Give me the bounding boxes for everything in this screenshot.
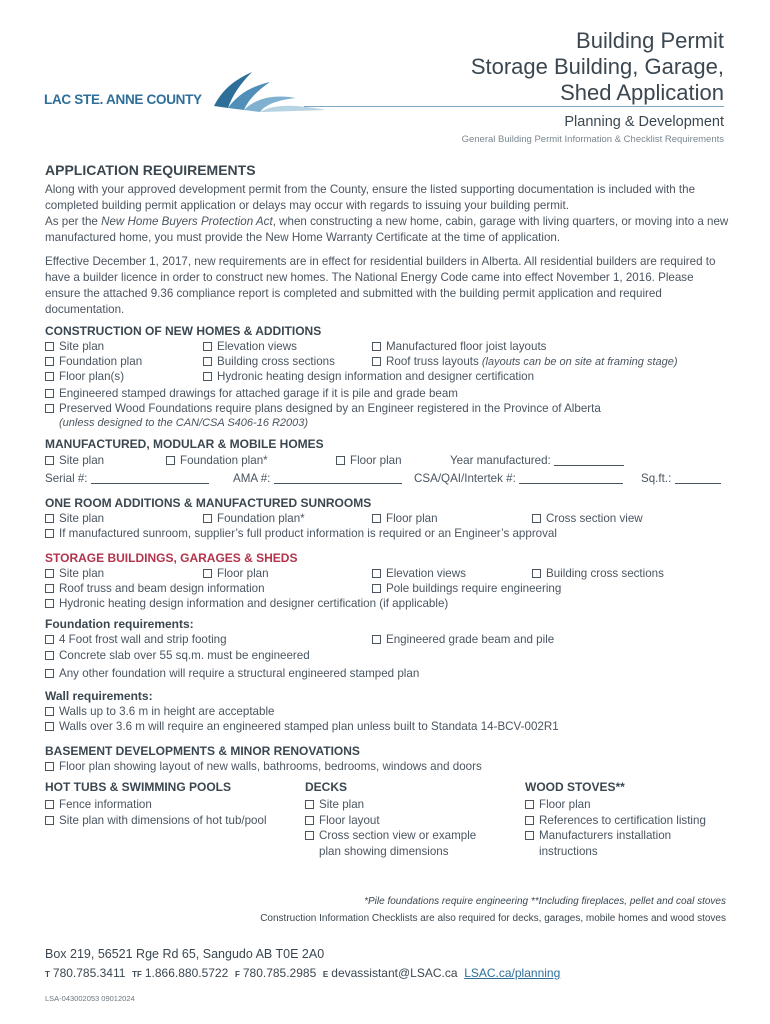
header-divider [304, 106, 724, 107]
checklist-row [45, 369, 730, 384]
checkbox-icon[interactable] [45, 389, 54, 398]
logo-text: LAC STE. ANNE COUNTY [44, 92, 202, 107]
checklist-row [45, 632, 730, 647]
footnote-line-1: *Pile foundations require engineering **Including fireplaces, pellet and coal stoves [364, 896, 726, 907]
roof-truss-checkbox[interactable]: Roof truss layouts (layouts can be on site at framing stage) [372, 354, 678, 370]
checkbox-icon[interactable] [372, 569, 381, 578]
checklist-row [45, 339, 730, 354]
checkbox-icon[interactable] [372, 635, 381, 644]
checkbox-icon[interactable] [45, 372, 54, 381]
three-column-section [45, 780, 730, 862]
checkbox-icon[interactable] [45, 569, 54, 578]
checkbox-icon[interactable] [532, 514, 541, 523]
checklist-row [45, 647, 730, 665]
manufactured-heading: MANUFACTURED, MODULAR & MOBILE HOMES [45, 437, 324, 451]
page-header [0, 0, 770, 155]
st-cross-sections-checkbox[interactable]: Building cross sections [532, 566, 664, 581]
walls-up-to-checkbox[interactable]: Walls up to 3.6 m in height are acceptable [45, 704, 274, 719]
checkbox-icon[interactable] [45, 762, 54, 771]
checkbox-icon[interactable] [372, 357, 381, 366]
floor-plans-checkbox[interactable]: Floor plan(s) [45, 369, 124, 384]
walls-over-checkbox[interactable]: Walls over 3.6 m will require an engineered stamped plan unless built to Standata 14-BCV-002R1 [45, 719, 559, 734]
mh-floor-plan-checkbox[interactable]: Floor plan [336, 452, 402, 470]
st-pole-buildings-checkbox[interactable]: Pole buildings require engineering [372, 581, 561, 596]
sr-floor-plan-checkbox[interactable]: Floor plan [372, 511, 438, 526]
sunrooms-heading: ONE ROOM ADDITIONS & MANUFACTURED SUNROOMS [45, 496, 372, 510]
checklist-row [45, 596, 730, 611]
stove-manufacturers-line-2: instructions [539, 844, 598, 858]
sr-site-plan-checkbox[interactable]: Site plan [45, 511, 104, 526]
checkbox-icon[interactable] [372, 342, 381, 351]
st-roof-truss-checkbox[interactable]: Roof truss and beam design information [45, 581, 265, 596]
mh-site-plan-checkbox[interactable]: Site plan [45, 452, 104, 470]
title-line-3: Shed Application [560, 80, 724, 105]
checklist-row [45, 566, 730, 581]
builder-licence-paragraph: Effective December 1, 2017, new requirements are in effect for residential builders in Alberta. All residential builders are required to have a builder licence in order to construct new homes. The National Energy Code came into effect November 1, 2016. Please ensure the attached 9.36 compliance report is completed and submitted with the building permit application and required documentation. [45, 255, 716, 316]
stove-references-checkbox[interactable]: References to certification listing [525, 813, 706, 829]
checkbox-icon[interactable] [45, 456, 54, 465]
pwf-note: (unless designed to the CAN/CSA S406-16 R2003) [59, 417, 309, 429]
checklist-row [45, 401, 730, 416]
checkbox-icon[interactable] [305, 816, 314, 825]
toll-free-number: 1.866.880.5722 [144, 966, 229, 980]
form-subtitle: General Building Permit Information & Checklist Requirements [461, 134, 724, 145]
checkbox-icon[interactable] [203, 357, 212, 366]
sr-cross-section-checkbox[interactable]: Cross section view [532, 511, 643, 526]
form-code: LSA-043002053 09012024 [45, 994, 135, 1003]
hot-tub-site-plan-checkbox[interactable]: Site plan with dimensions of hot tub/pool [45, 813, 267, 829]
floor-joist-checkbox[interactable]: Manufactured floor joist layouts [372, 339, 546, 354]
pwf-checkbox[interactable]: Preserved Wood Foundations require plans designed by an Engineer registered in the Province of Alberta [45, 401, 601, 416]
checklist-row [45, 719, 730, 734]
ama-field[interactable]: AMA #: [233, 470, 402, 488]
email-address: devassistant@LSAC.ca [331, 966, 458, 980]
checkbox-icon[interactable] [305, 831, 314, 840]
checkbox-icon[interactable] [45, 707, 54, 716]
serial-field[interactable]: Serial #: [45, 470, 209, 488]
other-foundation-checkbox[interactable]: Any other foundation will require a structural engineered stamped plan [45, 665, 419, 683]
checkbox-icon[interactable] [45, 669, 54, 678]
checkbox-icon[interactable] [45, 800, 54, 809]
checklist-row [45, 526, 730, 541]
decks-column [305, 780, 476, 859]
basement-heading: BASEMENT DEVELOPMENTS & MINOR RENOVATIONS [45, 744, 360, 758]
fence-checkbox[interactable]: Fence information [45, 797, 267, 813]
phone-number: 780.785.3411 [52, 966, 126, 980]
mh-foundation-plan-checkbox[interactable]: Foundation plan* [166, 452, 268, 470]
checkbox-icon[interactable] [525, 800, 534, 809]
sr-foundation-plan-checkbox[interactable]: Foundation plan* [203, 511, 305, 526]
checklist-row [45, 511, 730, 526]
checkbox-icon[interactable] [45, 722, 54, 731]
year-input-line[interactable] [554, 465, 624, 466]
checkbox-icon[interactable] [372, 584, 381, 593]
checklist-row [45, 452, 730, 470]
footnote-line-2: Construction Information Checklists are also required for decks, garages, mobile homes and wood stoves [260, 913, 726, 924]
checkbox-icon[interactable] [372, 514, 381, 523]
hydronic-checkbox[interactable]: Hydronic heating design information and designer certification [203, 369, 534, 384]
cross-sections-checkbox[interactable]: Building cross sections [203, 354, 335, 369]
sqft-input-line[interactable] [675, 483, 721, 484]
checkbox-icon[interactable] [45, 514, 54, 523]
stove-manufacturers-checkbox[interactable]: Manufacturers installation [525, 828, 706, 844]
checkbox-icon[interactable] [45, 599, 54, 608]
elevation-views-checkbox[interactable]: Elevation views [203, 339, 297, 354]
contact-line: T 780.785.3411 TF 1.866.880.5722 F 780.785.2985 E devassistant@LSAC.ca LSAC.ca/planning [45, 966, 561, 980]
checklist-row [45, 704, 730, 719]
form-title [471, 28, 724, 106]
warranty-paragraph: As per the New Home Buyers Protection Act, when constructing a new home, cabin, garage with living quarters, or moving into a new manufactured home, you must provide the New Home Warranty Certificate at the time of application. [45, 215, 729, 244]
department-name: Planning & Development [564, 114, 724, 130]
frost-wall-checkbox[interactable]: 4 Foot frost wall and strip footing [45, 632, 227, 647]
checkbox-icon[interactable] [203, 514, 212, 523]
form-body [45, 158, 730, 862]
checkbox-icon[interactable] [45, 529, 54, 538]
st-floor-plan-checkbox[interactable]: Floor plan [203, 566, 269, 581]
concrete-slab-checkbox[interactable]: Concrete slab over 55 sq.m. must be engineered [45, 647, 310, 665]
checklist-row [45, 386, 730, 401]
checkbox-icon[interactable] [203, 342, 212, 351]
sr-manufactured-info-checkbox[interactable]: If manufactured sunroom, supplier’s full product information is required or an Engineer’s approval [45, 526, 557, 541]
foundation-heading: Foundation requirements: [45, 617, 194, 631]
checkbox-icon[interactable] [532, 569, 541, 578]
fax-number: 780.785.2985 [242, 966, 317, 980]
checkbox-icon[interactable] [525, 831, 534, 840]
construction-heading: CONSTRUCTION OF NEW HOMES & ADDITIONS [45, 324, 322, 338]
st-hydronic-checkbox[interactable]: Hydronic heating design information and designer certification (if applicable) [45, 596, 448, 611]
intro-paragraph: Along with your approved development permit from the County, ensure the listed supporting documentation is included with the completed building permit application or delays may occur with regards to issuing your building permit. [45, 183, 696, 212]
wood-stoves-column [525, 780, 706, 859]
title-line-1: Building Permit [576, 28, 724, 53]
stove-floor-plan-checkbox[interactable]: Floor plan [525, 797, 706, 813]
checkbox-icon[interactable] [203, 569, 212, 578]
grade-beam-checkbox[interactable]: Engineered grade beam and pile [372, 632, 554, 647]
checkbox-icon[interactable] [45, 342, 54, 351]
csa-field[interactable]: CSA/QAI/Intertek #: [414, 470, 623, 488]
ama-input-line[interactable] [274, 483, 402, 484]
footnotes [260, 893, 726, 927]
wood-stoves-heading: WOOD STOVES** [525, 780, 625, 794]
checklist-row [45, 581, 730, 596]
checklist-row [45, 354, 730, 369]
year-manufactured-field[interactable]: Year manufactured: [450, 452, 624, 470]
checkbox-icon[interactable] [166, 456, 175, 465]
checkbox-icon[interactable] [45, 651, 54, 660]
county-logo [44, 68, 284, 114]
checkbox-icon[interactable] [45, 635, 54, 644]
field-row [45, 470, 730, 488]
serial-input-line[interactable] [91, 483, 209, 484]
storage-heading: STORAGE BUILDINGS, GARAGES & SHEDS [45, 551, 298, 565]
act-name: New Home Buyers Protection Act [101, 215, 273, 228]
csa-input-line[interactable] [519, 483, 623, 484]
application-requirements-heading: APPLICATION REQUIREMENTS [45, 162, 256, 178]
checkbox-icon[interactable] [45, 404, 54, 413]
basement-floor-plan-checkbox[interactable]: Floor plan showing layout of new walls, bathrooms, bedrooms, windows and doors [45, 759, 482, 774]
sqft-field[interactable]: Sq.ft.: [641, 470, 721, 488]
checklist-row [45, 759, 730, 774]
checkbox-icon[interactable] [305, 800, 314, 809]
title-line-2: Storage Building, Garage, [470, 54, 724, 79]
hot-tubs-column [45, 780, 267, 828]
county-address: Box 219, 56521 Rge Rd 65, Sangudo AB T0E 2A0 [45, 947, 325, 961]
site-plan-checkbox[interactable]: Site plan [45, 339, 104, 354]
checkbox-icon[interactable] [525, 816, 534, 825]
decks-heading: DECKS [305, 780, 348, 794]
checkbox-icon[interactable] [203, 372, 212, 381]
st-elevation-views-checkbox[interactable]: Elevation views [372, 566, 466, 581]
hot-tubs-heading: HOT TUBS & SWIMMING POOLS [45, 780, 231, 794]
deck-cross-section-checkbox[interactable]: Cross section view or example [305, 828, 476, 844]
wall-heading: Wall requirements: [45, 689, 153, 703]
deck-cross-section-line-2: plan showing dimensions [319, 844, 449, 858]
foundation-plan-checkbox[interactable]: Foundation plan [45, 354, 142, 369]
checkbox-icon[interactable] [336, 456, 345, 465]
engineered-drawings-checkbox[interactable]: Engineered stamped drawings for attached garage if it is pile and grade beam [45, 386, 458, 401]
checklist-row [45, 665, 730, 683]
checkbox-icon[interactable] [45, 357, 54, 366]
st-site-plan-checkbox[interactable]: Site plan [45, 566, 104, 581]
website-link[interactable]: LSAC.ca/planning [464, 966, 561, 980]
checkbox-icon[interactable] [45, 816, 54, 825]
deck-site-plan-checkbox[interactable]: Site plan [305, 797, 476, 813]
checkbox-icon[interactable] [45, 584, 54, 593]
deck-floor-layout-checkbox[interactable]: Floor layout [305, 813, 476, 829]
